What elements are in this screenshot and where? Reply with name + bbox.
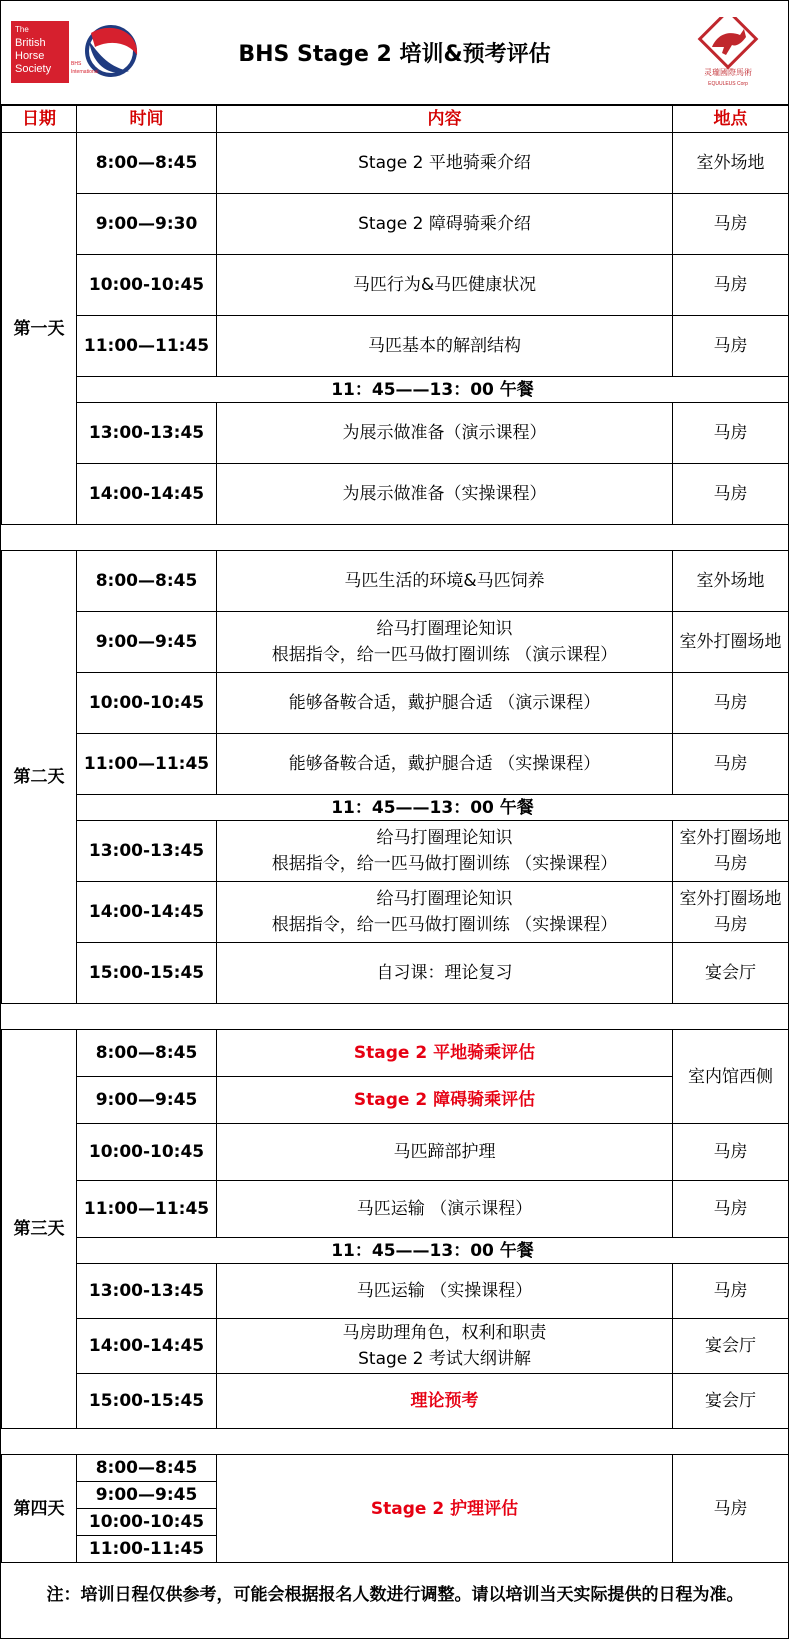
header bbox=[1, 1, 788, 105]
content-cell bbox=[217, 882, 673, 943]
content-line: 根据指令，给一匹马做打圈训练 （实操课程） bbox=[271, 854, 618, 874]
content-line: 根据指令，给一匹马做打圈训练 （演示课程） bbox=[271, 645, 618, 665]
location-cell: 马房 bbox=[673, 316, 789, 377]
svg-text:BHS: BHS bbox=[71, 61, 82, 67]
svg-text:Horse: Horse bbox=[15, 50, 45, 62]
column-time: 时间 bbox=[77, 106, 217, 133]
time-cell: 13:00-13:45 bbox=[77, 1264, 217, 1319]
day-label: 第四天 bbox=[2, 1455, 77, 1563]
table-row bbox=[2, 194, 789, 255]
table-row bbox=[2, 255, 789, 316]
time-cell: 11:00—11:45 bbox=[77, 1181, 217, 1238]
time-cell: 10:00-10:45 bbox=[77, 255, 217, 316]
table-row bbox=[2, 403, 789, 464]
content-cell: 马匹基本的解剖结构 bbox=[217, 316, 673, 377]
time-cell: 11:00—11:45 bbox=[77, 734, 217, 795]
content-cell: 马匹蹄部护理 bbox=[217, 1124, 673, 1181]
content-line: 根据指令，给一匹马做打圈训练 （实操课程） bbox=[271, 915, 618, 935]
lunch-row bbox=[2, 1238, 789, 1264]
svg-text:灵瓏國際馬術: 灵瓏國際馬術 bbox=[704, 68, 752, 77]
day-label: 第二天 bbox=[2, 551, 77, 1004]
column-location: 地点 bbox=[673, 106, 789, 133]
time-cell: 9:00—9:45 bbox=[77, 1482, 217, 1509]
table-row bbox=[2, 464, 789, 525]
location-cell: 马房 bbox=[673, 194, 789, 255]
column-content: 内容 bbox=[217, 106, 673, 133]
time-cell: 10:00-10:45 bbox=[77, 673, 217, 734]
content-cell: 马匹生活的环境&马匹饲养 bbox=[217, 551, 673, 612]
location-cell: 室外打圈场地 bbox=[673, 612, 789, 673]
time-cell: 13:00-13:45 bbox=[77, 821, 217, 882]
table-row bbox=[2, 734, 789, 795]
content-cell: 自习课：理论复习 bbox=[217, 943, 673, 1004]
svg-text:British: British bbox=[15, 37, 46, 49]
page-title: BHS Stage 2 培训&预考评估 bbox=[238, 42, 551, 67]
spacer bbox=[2, 1004, 789, 1030]
table-row bbox=[2, 1077, 789, 1124]
footnote: 注：培训日程仅供参考，可能会根据报名人数进行调整。请以培训当天实际提供的日程为准。 bbox=[2, 1563, 789, 1628]
time-cell: 14:00-14:45 bbox=[77, 882, 217, 943]
location-cell: 宴会厅 bbox=[673, 1374, 789, 1429]
content-cell-highlight: Stage 2 障碍骑乘评估 bbox=[217, 1077, 673, 1124]
content-cell: 为展示做准备（演示课程） bbox=[217, 403, 673, 464]
content-cell bbox=[217, 1319, 673, 1374]
table-row bbox=[2, 1264, 789, 1319]
content-line: 给马打圈理论知识 bbox=[376, 889, 513, 909]
spacer bbox=[2, 525, 789, 551]
location-cell: 室外场地 bbox=[673, 133, 789, 194]
table-row bbox=[2, 1455, 789, 1482]
location-line: 马房 bbox=[713, 915, 748, 935]
spacer-row bbox=[2, 525, 789, 551]
spacer-row bbox=[2, 1004, 789, 1030]
time-cell: 10:00-10:45 bbox=[77, 1124, 217, 1181]
content-cell-highlight: Stage 2 护理评估 bbox=[217, 1455, 673, 1563]
time-cell: 10:00-10:45 bbox=[77, 1509, 217, 1536]
table-row bbox=[2, 1181, 789, 1238]
table-row bbox=[2, 551, 789, 612]
spacer-row bbox=[2, 1429, 789, 1455]
location-cell: 宴会厅 bbox=[673, 1319, 789, 1374]
schedule-table bbox=[1, 105, 789, 1627]
content-cell: 能够备鞍合适，戴护腿合适 （实操课程） bbox=[217, 734, 673, 795]
content-cell: 马匹运输 （实操课程） bbox=[217, 1264, 673, 1319]
content-cell: 能够备鞍合适，戴护腿合适 （演示课程） bbox=[217, 673, 673, 734]
time-cell: 8:00—8:45 bbox=[77, 133, 217, 194]
time-cell: 8:00—8:45 bbox=[77, 551, 217, 612]
lunch-break: 11：45——13：00 午餐 bbox=[77, 1238, 789, 1264]
location-cell: 室外场地 bbox=[673, 551, 789, 612]
lunch-row bbox=[2, 377, 789, 403]
time-cell: 11:00—11:45 bbox=[77, 316, 217, 377]
time-cell: 15:00-15:45 bbox=[77, 1374, 217, 1429]
location-cell: 马房 bbox=[673, 1264, 789, 1319]
location-line: 马房 bbox=[713, 854, 748, 874]
content-line: 给马打圈理论知识 bbox=[376, 828, 513, 848]
location-cell: 室内馆西侧 bbox=[673, 1030, 789, 1124]
time-cell: 9:00—9:45 bbox=[77, 1077, 217, 1124]
table-row bbox=[2, 882, 789, 943]
content-line: 马房助理角色，权利和职责 bbox=[342, 1323, 547, 1343]
note-row bbox=[2, 1563, 789, 1628]
table-row bbox=[2, 612, 789, 673]
table-row bbox=[2, 1030, 789, 1077]
location-cell: 马房 bbox=[673, 464, 789, 525]
day-label: 第一天 bbox=[2, 133, 77, 525]
time-cell: 11:00-11:45 bbox=[77, 1536, 217, 1563]
time-cell: 15:00-15:45 bbox=[77, 943, 217, 1004]
column-header-row bbox=[2, 106, 789, 133]
content-line: Stage 2 考试大纲讲解 bbox=[358, 1349, 531, 1369]
location-cell: 马房 bbox=[673, 1124, 789, 1181]
table-row bbox=[2, 673, 789, 734]
table-row bbox=[2, 316, 789, 377]
lunch-row bbox=[2, 795, 789, 821]
column-date: 日期 bbox=[2, 106, 77, 133]
location-cell: 马房 bbox=[673, 673, 789, 734]
table-row bbox=[2, 1124, 789, 1181]
equuleus-logo bbox=[696, 17, 760, 89]
location-cell: 马房 bbox=[673, 1455, 789, 1563]
table-row bbox=[2, 133, 789, 194]
time-cell: 13:00-13:45 bbox=[77, 403, 217, 464]
content-cell: Stage 2 障碍骑乘介绍 bbox=[217, 194, 673, 255]
lunch-break: 11：45——13：00 午餐 bbox=[77, 377, 789, 403]
content-cell: Stage 2 平地骑乘介绍 bbox=[217, 133, 673, 194]
svg-text:International: International bbox=[71, 69, 99, 75]
content-cell bbox=[217, 821, 673, 882]
table-row bbox=[2, 1319, 789, 1374]
content-cell bbox=[217, 612, 673, 673]
location-cell: 马房 bbox=[673, 1181, 789, 1238]
spacer bbox=[2, 1429, 789, 1455]
location-cell: 马房 bbox=[673, 255, 789, 316]
table-row bbox=[2, 821, 789, 882]
location-line: 室外打圈场地 bbox=[679, 889, 782, 909]
svg-text:The: The bbox=[15, 25, 29, 34]
location-line: 室外打圈场地 bbox=[679, 828, 782, 848]
time-cell: 14:00-14:45 bbox=[77, 464, 217, 525]
location-cell: 马房 bbox=[673, 734, 789, 795]
table-row bbox=[2, 943, 789, 1004]
location-cell: 宴会厅 bbox=[673, 943, 789, 1004]
lunch-break: 11：45——13：00 午餐 bbox=[77, 795, 789, 821]
svg-text:Society: Society bbox=[15, 63, 52, 75]
location-cell bbox=[673, 821, 789, 882]
time-cell: 9:00—9:45 bbox=[77, 612, 217, 673]
content-cell: 为展示做准备（实操课程） bbox=[217, 464, 673, 525]
content-cell-highlight: 理论预考 bbox=[217, 1374, 673, 1429]
location-cell: 马房 bbox=[673, 403, 789, 464]
location-cell bbox=[673, 882, 789, 943]
day-label: 第三天 bbox=[2, 1030, 77, 1429]
time-cell: 8:00—8:45 bbox=[77, 1030, 217, 1077]
content-line: 给马打圈理论知识 bbox=[376, 619, 513, 639]
content-cell: 马匹行为&马匹健康状况 bbox=[217, 255, 673, 316]
time-cell: 8:00—8:45 bbox=[77, 1455, 217, 1482]
svg-text:EQUULEUS Corp: EQUULEUS Corp bbox=[708, 81, 748, 87]
content-cell-highlight: Stage 2 平地骑乘评估 bbox=[217, 1030, 673, 1077]
time-cell: 14:00-14:45 bbox=[77, 1319, 217, 1374]
table-row bbox=[2, 1374, 789, 1429]
time-cell: 9:00—9:30 bbox=[77, 194, 217, 255]
content-cell: 马匹运输 （演示课程） bbox=[217, 1181, 673, 1238]
